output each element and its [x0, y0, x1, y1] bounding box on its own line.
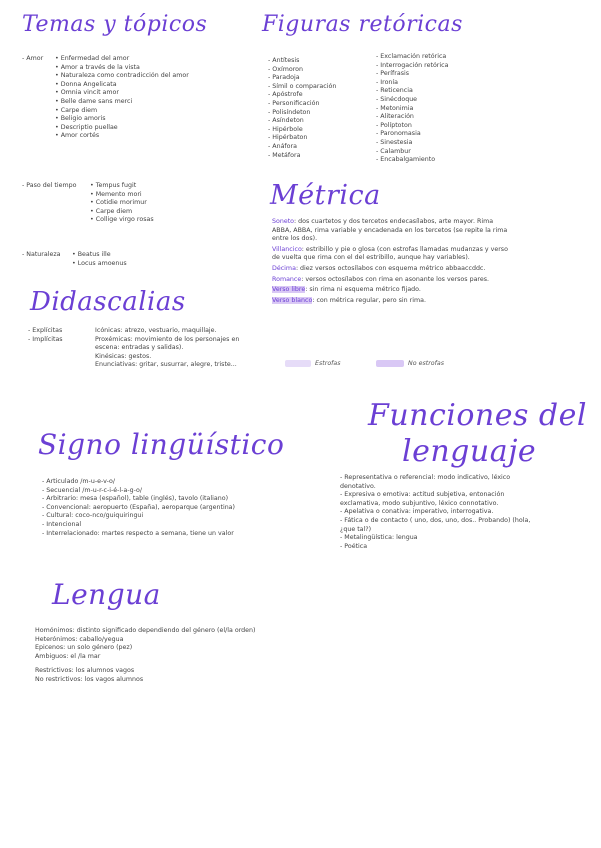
list-item: Proxémicas: movimiento de los personajes en escena: entradas y salidas). [95, 335, 240, 352]
list-item: • Carpe diem [55, 107, 189, 116]
list-item: - Fática o de contacto ( uno, dos, uno, dos.. Probando) (hola, ¿que tal?) [340, 516, 531, 533]
temas-title: Temas y tópicos [22, 12, 208, 37]
metrica-item: Verso libre: sin rima ni esquema métrico fijado. [272, 286, 421, 294]
list-item: - Apelativa o conativa: imperativo, interrogativa. [340, 508, 494, 516]
list-item: - Políptoton [376, 121, 412, 129]
metrica-item: Décima: diez versos octosílabos con esquema métrico abbaaccddc. [272, 264, 486, 272]
list-item: - Paronomasia [376, 130, 421, 138]
metrica-term: Villancico [272, 245, 302, 253]
amor-list [55, 55, 189, 141]
list-item: - Sinestesia [376, 138, 413, 146]
tiempo-label: - Paso del tiempo [22, 182, 77, 189]
list-item: - Encabalgamiento [376, 156, 436, 164]
metrica-title: Métrica [270, 180, 381, 211]
list-item: Ambiguos: el /la mar [35, 652, 101, 660]
list-item: Enunciativas: gritar, susurrar, alegre, triste... [95, 361, 237, 369]
list-item: • Cotidie morimur [90, 199, 154, 208]
list-item: - Reticencia [376, 87, 413, 95]
metrica-term: Romance [272, 275, 302, 283]
signo-title: Signo lingüístico [38, 428, 285, 461]
figuras-title: Figuras retóricas [262, 12, 463, 37]
list-item: - Poética [340, 542, 368, 550]
list-item: • Belle dame sans merci [55, 98, 189, 107]
list-item: No restrictivos: los vagos alumnos [35, 675, 144, 683]
metrica-term: Verso libre [272, 286, 306, 294]
list-item: • Carpe diem [90, 208, 154, 217]
list-item: • Collige virgo rosas [90, 216, 154, 225]
list-item: - Exclamación retórica [376, 53, 447, 60]
list-item: Restrictivos: los alumnos vagos [35, 667, 135, 675]
list-item: Kinésicas: gestos. [95, 352, 152, 360]
list-item: - Anáfora [268, 142, 297, 150]
list-item: - Arbitrario: mesa (español), table (inglés), tavolo (italiano) [42, 495, 229, 503]
list-item: - Asíndeton [268, 117, 304, 125]
funciones-list [340, 474, 545, 551]
legend-swatch-estrofas [285, 360, 311, 367]
list-item: - Hipérbole [268, 125, 303, 133]
list-item: - Sinécdoque [376, 95, 418, 103]
list-item: - Metonimia [376, 104, 414, 112]
list-item: • Omnia vincit amor [55, 89, 189, 98]
list-item: - Intencional [42, 520, 82, 528]
list-item: Icónicas: atrezo, vestuario, maquillaje. [95, 327, 217, 334]
list-item: - Ironía [376, 78, 399, 86]
figuras-col1 [268, 57, 336, 160]
list-item: Homónimos: distinto significado dependiendo del género (el/la orden) [35, 627, 256, 634]
list-item: - Personificación [268, 99, 320, 107]
funciones-title-line1: Funciones del [368, 398, 587, 433]
list-item: - Metáfora [268, 151, 301, 159]
list-item: • Amor a través de la vista [55, 64, 189, 73]
list-item: • Beatus ille [72, 251, 127, 260]
lengua-list [35, 627, 265, 685]
didascalias-label: - Explícitas [28, 327, 63, 334]
legend-swatch-no-estrofas [376, 360, 404, 367]
list-item: - Apóstrofe [268, 91, 303, 99]
list-item: • Donna Angelicata [55, 81, 189, 90]
list-item: - Polisíndeton [268, 108, 311, 116]
figuras-col2 [376, 53, 448, 165]
metrica-item: Soneto: dos cuartetos y dos tercetos endecasílabos, arte mayor. Rima ABBA, ABBA, rima variable y encadenada en los tercetos (se repite la rima entre los dos). [272, 218, 508, 243]
list-item: - Símil o comparación [268, 82, 337, 90]
list-item: - Articulado /m-u-e-v-o/ [42, 478, 115, 485]
list-item: • Enfermedad del amor [55, 55, 189, 64]
list-item: - Paradoja [268, 74, 300, 82]
metrica-term: Verso blanco [272, 296, 313, 304]
list-item: - Aliteración [376, 113, 414, 121]
didascalias-lines [95, 327, 260, 370]
list-item: Epicenos: un solo género (pez) [35, 644, 133, 652]
list-item: Heterónimos: caballo/yegua [35, 635, 124, 643]
didascalias-labels [28, 327, 63, 344]
naturaleza-label: - Naturaleza [22, 251, 61, 258]
lengua-title: Lengua [52, 578, 161, 611]
list-item: - Antítesis [268, 57, 300, 64]
list-item: - Representativa o referencial: modo indicativo, léxico denotativo. [340, 474, 511, 490]
funciones-title-line2: lenguaje [402, 434, 537, 469]
list-item: - Metalingüística: lengua [340, 534, 418, 542]
list-item: • Memento mori [90, 191, 154, 200]
list-item: - Convencional: aeropuerto (España), aeroparque (argentina) [42, 503, 235, 511]
legend-label-no-estrofas: No estrofas [408, 360, 444, 367]
metrica-term: Soneto [272, 218, 295, 225]
didascalias-title: Didascalias [30, 287, 186, 317]
list-item: • Beligio amoris [55, 115, 189, 124]
metrica-list [272, 218, 512, 305]
list-item: - Expresiva o emotiva: actitud subjetiva, entonación exclamativa, modo subjuntivo, léxico connotativo. [340, 491, 505, 507]
list-item: • Tempus fugit [90, 182, 154, 191]
list-item: - Oxímoron [268, 65, 303, 73]
list-item: - Hipérbaton [268, 134, 308, 142]
list-item: • Naturaleza como contradicción del amor [55, 72, 189, 81]
metrica-item: Verso blanco: con métrica regular, pero sin rima. [272, 296, 426, 304]
didascalias-label: - Implícitas [28, 335, 63, 343]
amor-label: - Amor [22, 55, 44, 62]
naturaleza-list [72, 251, 127, 268]
metrica-term: Décima [272, 264, 296, 272]
signo-list [42, 478, 277, 538]
metrica-item: Villancico: estribillo y pie o glosa (con estrofas llamadas mudanzas y verso de vuelta que rima con el del estribillo, aunque hay variables). [272, 245, 508, 262]
list-item: - Interrogación retórica [376, 61, 449, 69]
tiempo-list [90, 182, 154, 225]
list-item: • Amor cortés [55, 132, 189, 141]
list-item: - Calambur [376, 147, 411, 155]
list-item: • Locus amoenus [72, 260, 127, 269]
list-item: - Secuencial /m-u-r-c-i-é-l-a-g-o/ [42, 486, 142, 494]
metrica-item: Romance: versos octosílabos con rima en asonante los versos pares. [272, 275, 490, 283]
list-item: - Cultural: coco-nco/guiquiringui [42, 512, 144, 520]
list-item: - Interrelacionado: martes respecto a semana, tiene un valor [42, 529, 234, 537]
list-item: • Descriptio puellae [55, 124, 189, 133]
legend-label-estrofas: Estrofas [315, 360, 341, 367]
list-item: - Perífrasis [376, 70, 410, 78]
